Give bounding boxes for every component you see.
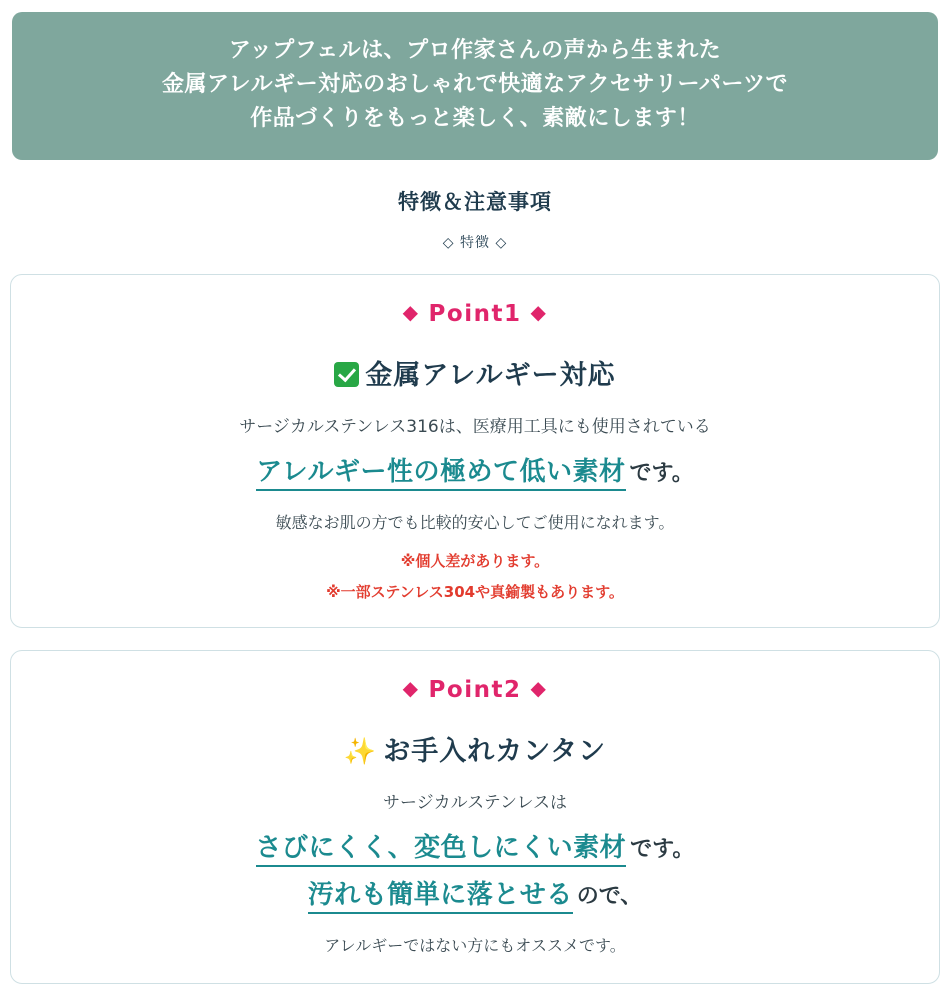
section-title: 特徴＆注意事項 <box>398 190 552 215</box>
hero-line-3: 作品づくりをもっと楽しく、素敵にします！ <box>250 106 700 132</box>
hero-line-2: 金属アレルギー対応のおしゃれで快適なアクセサリーパーツで <box>162 72 788 98</box>
point1-highlight: アレルギー性の極めて低い素材 <box>256 457 625 491</box>
hero-banner <box>12 12 938 160</box>
point2-label <box>31 677 919 703</box>
point1-label-text: Point1 <box>428 301 522 328</box>
point1-note-1: ※個人差があります。 <box>400 552 550 571</box>
point2-highlight-2-suffix: ので、 <box>576 884 643 910</box>
feature-card-point1 <box>10 274 940 628</box>
point2-body-line: サージカルステンレスは <box>382 793 568 814</box>
point1-body-line: サージカルステンレス316は、医療用工具にも使用されている <box>239 417 711 438</box>
point1-note-2: ※一部ステンレス304や真鍮製もあります。 <box>326 582 624 601</box>
diamond-right-icon: ◆ <box>530 300 548 325</box>
diamond-left-icon: ◆ <box>402 300 420 325</box>
point2-label-text: Point2 <box>428 677 522 704</box>
diamond-right-icon: ◆ <box>530 676 548 701</box>
product-feature-page <box>0 12 950 962</box>
point2-highlight-line-1 <box>31 827 919 864</box>
point1-heading <box>31 353 919 392</box>
point1-sub-line: 敏感なお肌の方でも比較的安心してご使用になれます。 <box>275 513 675 533</box>
point2-highlight-1: さびにくく、変色しにくい素材 <box>256 833 626 867</box>
point1-label <box>31 301 919 327</box>
point1-highlight-suffix: です。 <box>629 461 694 487</box>
diamond-left-icon: ◆ <box>402 676 420 701</box>
point2-highlight-line-2 <box>31 874 919 911</box>
point2-highlight-2: 汚れも簡単に落とせる <box>308 880 573 914</box>
point1-highlight-line <box>31 451 919 488</box>
feature-card-point2 <box>10 650 940 984</box>
point2-heading-text: お手入れカンタン <box>383 736 607 768</box>
green-check-icon <box>334 362 359 387</box>
point2-sub-line: アレルギーではない方にもオススメです。 <box>324 936 626 956</box>
point2-highlight-1-suffix: です。 <box>630 837 695 863</box>
section-subtitle: ◇ 特徴 ◇ <box>442 235 508 252</box>
hero-line-1: アップフェルは、プロ作家さんの声から生まれた <box>228 38 722 63</box>
point1-heading-text: 金属アレルギー対応 <box>365 360 616 392</box>
sparkles-icon: ✨ <box>343 737 378 768</box>
point2-heading <box>31 729 919 768</box>
